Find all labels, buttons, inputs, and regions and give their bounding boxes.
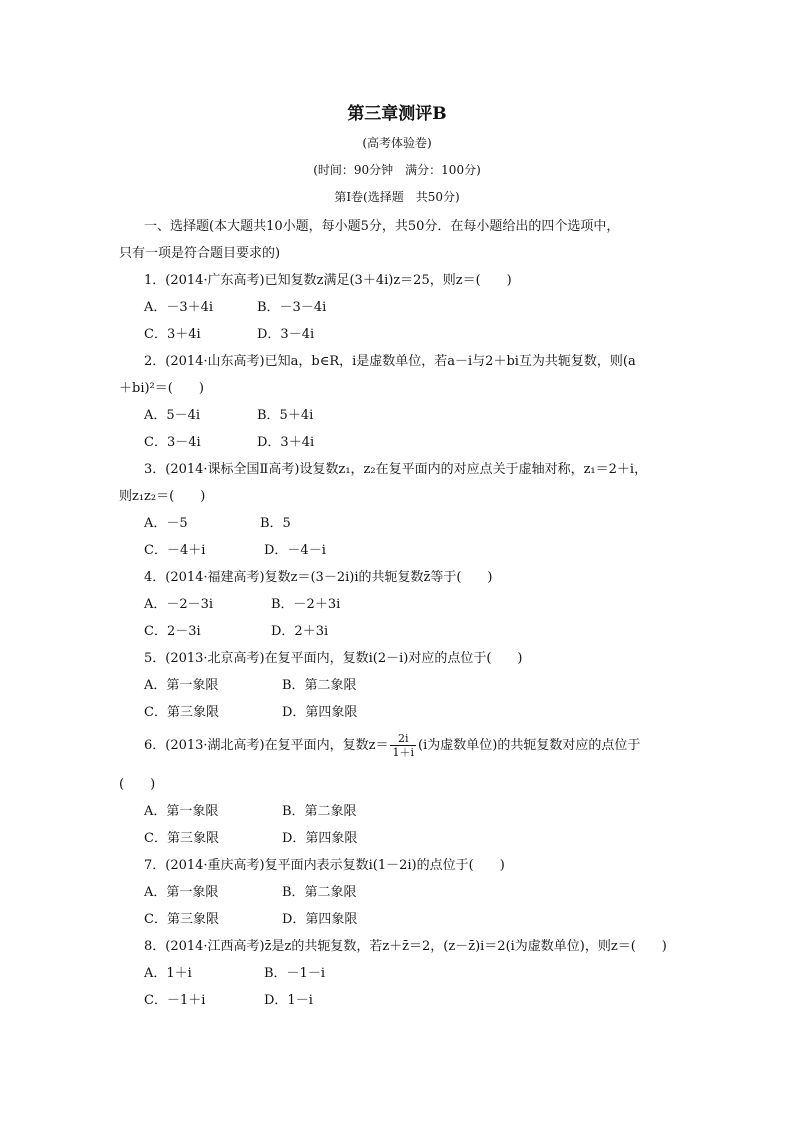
fraction-numerator: 2i [390,732,416,746]
question-3-line-2: 则z₁z₂＝( ) [119,489,206,504]
option-2a: A．5－4i [144,408,201,423]
option-8d: D．1－i [264,993,313,1008]
option-5d: D．第四象限 [282,705,358,720]
option-7b: B．第二象限 [282,885,357,900]
option-8b: B．－1－i [264,966,325,981]
option-6c: C．第三象限 [144,831,219,846]
subtitle: (高考体验卷) [362,136,432,150]
option-3c: C．－4＋i [144,543,206,558]
question-6-line-1 [144,732,640,760]
option-4d: D．2＋3i [271,624,329,639]
option-6a: A．第一象限 [144,804,219,819]
instructions-line-1: 一、选择题(本大题共10小题，每小题5分，共50分．在每小题给出的四个选项中， [144,219,620,234]
question-7: 7．(2014·重庆高考)复平面内表示复数i(1－2i)的点位于( ) [144,858,505,873]
time-info: (时间：90分钟 满分：100分) [313,163,481,177]
question-6-line-2: ( ) [119,777,156,792]
option-5b: B．第二象限 [282,678,357,693]
fraction [390,732,416,759]
section-header: 第Ⅰ卷(选择题 共50分) [334,190,460,204]
option-6d: D．第四象限 [282,831,358,846]
option-7c: C．第三象限 [144,912,219,927]
question-2-line-2: ＋bi)²＝( ) [119,381,204,396]
option-8c: C．－1＋i [144,993,206,1008]
option-7d: D．第四象限 [282,912,358,927]
option-3d: D．－4－i [264,543,326,558]
question-2-line-1: 2．(2014·山东高考)已知a，b∈R，i是虚数单位，若a－i与2＋bi互为共轭复数，则(a [144,354,636,369]
question-6-post: (i为虚数单位)的共轭复数对应的点位于 [418,738,641,753]
option-4c: C．2－3i [144,624,201,639]
question-6-pre: 6．(2013·湖北高考)在复平面内，复数z＝ [144,738,389,753]
option-5c: C．第三象限 [144,705,219,720]
option-8a: A．1＋i [144,966,192,981]
option-2c: C．3－4i [144,435,201,450]
question-1: 1．(2014·广东高考)已知复数z满足(3＋4i)z＝25，则z＝( ) [144,273,512,288]
option-2b: B．5＋4i [257,408,314,423]
option-3a: A．－5 [144,516,188,531]
option-3b: B．5 [260,516,291,531]
fraction-denominator: 1＋i [392,746,415,759]
instructions-line-2: 只有一项是符合题目要求的) [119,246,281,261]
question-4: 4．(2014·福建高考)复数z＝(3－2i)i的共轭复数z̄等于( ) [144,570,493,585]
question-5: 5．(2013·北京高考)在复平面内，复数i(2－i)对应的点位于( ) [144,651,523,666]
option-1c: C．3＋4i [144,327,201,342]
option-5a: A．第一象限 [144,678,219,693]
option-7a: A．第一象限 [144,885,219,900]
option-1b: B．－3－4i [257,300,327,315]
option-2d: D．3＋4i [257,435,315,450]
option-1d: D．3－4i [257,327,315,342]
page-title: 第三章测评B [347,104,447,124]
question-3-line-1: 3．(2014·课标全国Ⅱ高考)设复数z₁，z₂在复平面内的对应点关于虚轴对称，z₁＝2＋i， [144,462,648,477]
option-4b: B．－2＋3i [271,597,341,612]
option-1a: A．－3＋4i [144,300,214,315]
question-8: 8．(2014·江西高考)z̄是z的共轭复数，若z＋z̄＝2，(z－z̄)i＝2(i为虚数单位)，则z＝( ) [144,939,667,954]
option-6b: B．第二象限 [282,804,357,819]
option-4a: A．－2－3i [144,597,214,612]
